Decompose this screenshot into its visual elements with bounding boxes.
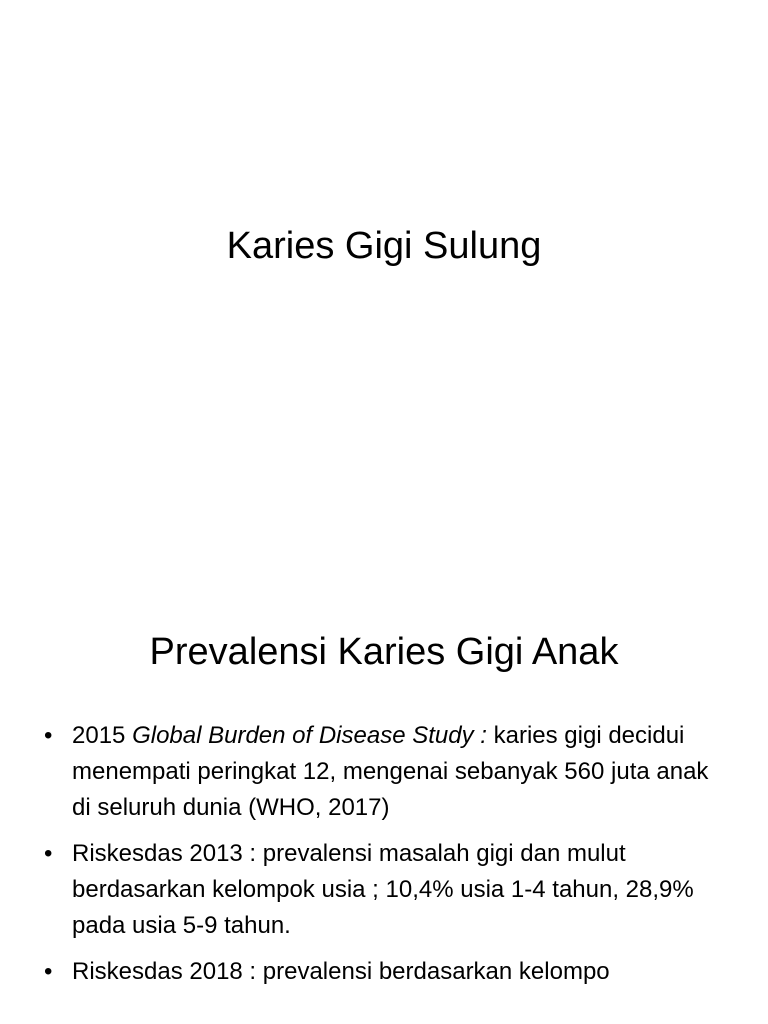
slide-2-title: Prevalensi Karies Gigi Anak	[149, 631, 619, 673]
bullet-item-riskesdas-2018	[44, 954, 724, 990]
bullet-italic-study: Global Burden of Disease Study :	[132, 722, 487, 749]
slide-1-title: Karies Gigi Sulung	[226, 225, 542, 267]
bullet-text: Riskesdas 2018 : prevalensi berdasarkan kelompo	[72, 958, 610, 985]
bullet-lead: 2015	[72, 722, 133, 749]
slide-2	[0, 576, 768, 1024]
bullet-item-gbd	[44, 718, 724, 826]
bullet-text: Riskesdas 2013 : prevalensi masalah gigi dan mulut berdasarkan kelompok usia ; 10,4% usia 1-4 tahun, 28,9% pada usia 5-9 tahun.	[72, 840, 694, 939]
bullet-dot: •	[44, 722, 53, 749]
bullet-text: karies gigi decidui menempati peringkat 12, mengenai sebanyak 560 juta anak di seluruh dunia (WHO, 2017)	[72, 722, 709, 821]
bullet-dot: •	[44, 840, 53, 867]
bullet-dot: •	[44, 958, 53, 985]
bullet-item-riskesdas-2013	[44, 836, 724, 944]
bullet-list	[44, 718, 724, 1000]
